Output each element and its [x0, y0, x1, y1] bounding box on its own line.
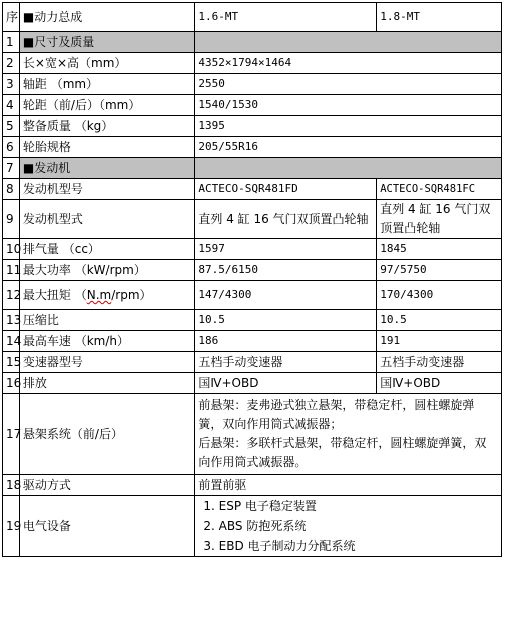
- row-label: 排放: [19, 373, 194, 394]
- section-label: ■发动机: [19, 158, 194, 179]
- row-value-b: 97/5750: [377, 260, 502, 281]
- table-row: [3, 394, 502, 475]
- row-label: [19, 281, 194, 310]
- list-item: 2. ABS 防抱死系统: [203, 519, 307, 533]
- row-value-a: 前置前驱: [195, 475, 502, 496]
- row-idx: 16: [3, 373, 20, 394]
- row-idx: 14: [3, 331, 20, 352]
- row-value-a: 五档手动变速器: [195, 352, 377, 373]
- row-idx: 19: [3, 496, 20, 557]
- row-label: 整备质量 （kg）: [19, 116, 194, 137]
- row-value-a: 186: [195, 331, 377, 352]
- row-label: 变速器型号: [19, 352, 194, 373]
- row-value-b: 直列 4 缸 16 气门双顶置凸轮轴: [377, 200, 502, 239]
- row-value-b: 五档手动变速器: [377, 352, 502, 373]
- table-row: [3, 95, 502, 116]
- section-fill: [195, 158, 502, 179]
- row-idx: 1: [3, 32, 20, 53]
- table-row: [3, 352, 502, 373]
- row-label: 发动机型号: [19, 179, 194, 200]
- row-idx: 4: [3, 95, 20, 116]
- table-row: [3, 179, 502, 200]
- row-value-a: 1395: [195, 116, 502, 137]
- row-value-a: 1540/1530: [195, 95, 502, 116]
- row-idx: 13: [3, 310, 20, 331]
- row-idx: 15: [3, 352, 20, 373]
- table-row: [3, 310, 502, 331]
- table-row: [3, 239, 502, 260]
- row-label-post: /rpm）: [111, 288, 152, 302]
- row-value-b: 国Ⅳ+OBD: [377, 373, 502, 394]
- row-idx: 7: [3, 158, 20, 179]
- section-row: [3, 158, 502, 179]
- row-idx: 5: [3, 116, 20, 137]
- row-label: 轴距 （mm）: [19, 74, 194, 95]
- row-value-a: 国Ⅳ+OBD: [195, 373, 377, 394]
- header-idx: 序: [3, 3, 20, 32]
- table-row: [3, 373, 502, 394]
- section-row: [3, 32, 502, 53]
- table-row: [3, 137, 502, 158]
- row-label: 排气量 （cc）: [19, 239, 194, 260]
- header-label: ■动力总成: [19, 3, 194, 32]
- row-label: 最高车速 （km/h）: [19, 331, 194, 352]
- row-label: 轮距（前/后）（mm）: [19, 95, 194, 116]
- section-fill: [195, 32, 502, 53]
- header-row: [3, 3, 502, 32]
- row-value-a: 4352×1794×1464: [195, 53, 502, 74]
- row-idx: 8: [3, 179, 20, 200]
- list-item: 1. ESP 电子稳定装置: [203, 499, 317, 513]
- section-label: ■尺寸及质量: [19, 32, 194, 53]
- suspension-front: 前悬架：麦弗逊式独立悬架，带稳定杆，圆柱螺旋弹簧，双向作用筒式减振器；: [198, 398, 475, 431]
- row-value-a: 直列 4 缸 16 气门双顶置凸轮轴: [195, 200, 377, 239]
- row-value-a: 10.5: [195, 310, 377, 331]
- row-value-a: 87.5/6150: [195, 260, 377, 281]
- table-row: [3, 53, 502, 74]
- row-label-pre: 最大扭矩 （: [22, 288, 87, 302]
- table-row: [3, 281, 502, 310]
- table-row: [3, 260, 502, 281]
- row-value-a: 1597: [195, 239, 377, 260]
- header-col-a: 1.6-MT: [195, 3, 377, 32]
- row-label: 电气设备: [19, 496, 194, 557]
- electrical-list: [195, 496, 502, 557]
- suspension-value: [195, 394, 502, 475]
- table-row: [3, 331, 502, 352]
- row-label: 轮胎规格: [19, 137, 194, 158]
- table-row: [3, 74, 502, 95]
- row-value-b: 1845: [377, 239, 502, 260]
- list-item: 3. EBD 电子制动力分配系统: [203, 539, 356, 553]
- row-value-b: 191: [377, 331, 502, 352]
- row-value-b: 10.5: [377, 310, 502, 331]
- table-row: [3, 475, 502, 496]
- row-label: 压缩比: [19, 310, 194, 331]
- row-label-unit: N.m: [86, 288, 112, 302]
- row-value-a: 147/4300: [195, 281, 377, 310]
- row-value-a: ACTECO-SQR481FD: [195, 179, 377, 200]
- row-idx: 18: [3, 475, 20, 496]
- spec-table: [2, 2, 502, 557]
- row-idx: 12: [3, 281, 20, 310]
- row-label: 悬架系统（前/后）: [19, 394, 194, 475]
- table-row: [3, 496, 502, 557]
- row-idx: 6: [3, 137, 20, 158]
- row-label: 发动机型式: [19, 200, 194, 239]
- table-row: [3, 200, 502, 239]
- suspension-rear: 后悬架：多联杆式悬架，带稳定杆，圆柱螺旋弹簧，双向作用筒式减振器。: [198, 436, 487, 469]
- row-label: 长×宽×高（mm）: [19, 53, 194, 74]
- row-label: 驱动方式: [19, 475, 194, 496]
- row-value-a: 2550: [195, 74, 502, 95]
- row-label: 最大功率 （kW/rpm）: [19, 260, 194, 281]
- row-idx: 10: [3, 239, 20, 260]
- row-idx: 3: [3, 74, 20, 95]
- header-col-b: 1.8-MT: [377, 3, 502, 32]
- row-value-b: 170/4300: [377, 281, 502, 310]
- row-value-b: ACTECO-SQR481FC: [377, 179, 502, 200]
- row-idx: 2: [3, 53, 20, 74]
- row-idx: 17: [3, 394, 20, 475]
- row-idx: 9: [3, 200, 20, 239]
- table-row: [3, 116, 502, 137]
- row-value-a: 205/55R16: [195, 137, 502, 158]
- row-idx: 11: [3, 260, 20, 281]
